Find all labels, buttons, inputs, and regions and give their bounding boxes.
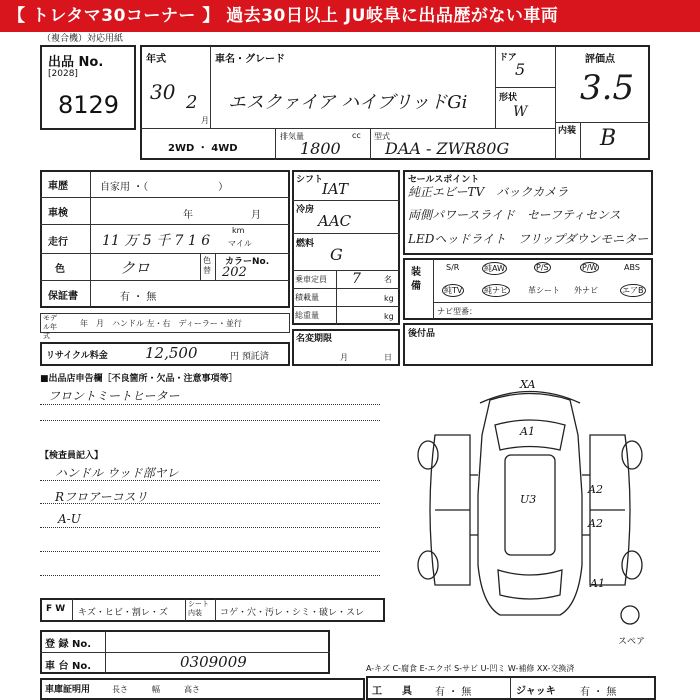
divider	[292, 306, 400, 307]
divider	[292, 270, 400, 271]
divider	[292, 288, 400, 289]
divider	[510, 677, 511, 699]
name-change-month: 月	[340, 353, 348, 362]
equip-airbag: エアB	[622, 286, 644, 295]
damage-legend: A-キズ C-腐食 E-エクボ S-サビ U-凹ミ W-補修 XX-交換済	[366, 664, 575, 673]
divider	[210, 46, 211, 128]
equip-ext-navi: 外ナビ	[574, 286, 598, 295]
inspector-line-1: ハンドル ウッド部ヤレ	[55, 466, 179, 480]
model-value: DAA - ZWR80G	[385, 139, 510, 158]
divider	[292, 233, 400, 234]
fuel-value: G	[330, 245, 343, 264]
interior-label: 内装	[558, 126, 577, 136]
banner-text: 【 トレタマ30コーナー 】 過去30日以上 JU岐阜に出品歴がない車両	[8, 6, 559, 26]
cert-dims: 長さ 幅 高さ	[112, 685, 200, 694]
inspector-line-2: Rフロアーコスリ	[55, 490, 148, 504]
shape-value: W	[513, 104, 528, 120]
rule	[40, 404, 380, 405]
equipment-label: 装備	[411, 267, 421, 292]
mileage-unit-km: km	[232, 226, 245, 235]
divider	[185, 599, 186, 621]
sales-line-2: 両側パワースライド セーフティセンス	[408, 208, 621, 222]
mileage-value: 11 万 5 千 7 1 6	[102, 233, 211, 249]
divider	[433, 302, 653, 303]
recycle-value: 12,500	[145, 344, 198, 362]
divider	[200, 253, 201, 280]
equip-sr: S/R	[446, 263, 460, 272]
banner	[0, 0, 700, 32]
load-unit: kg	[384, 294, 394, 303]
displacement-label: 排気量	[280, 132, 304, 141]
spare-tire	[621, 606, 639, 624]
load-label: 積載量	[295, 293, 319, 302]
fuel-label: 燃料	[296, 239, 315, 249]
model-label: 型式	[374, 132, 390, 141]
model-year-label: モデル年式	[43, 314, 57, 340]
lot-number: 8129	[58, 91, 120, 119]
inspection-label: 車検	[48, 208, 68, 219]
door-label: ドア	[499, 53, 517, 63]
wheel-fr	[622, 441, 642, 469]
equip-ps: P/S	[536, 263, 549, 272]
inspector-label: 【検査員記入】	[40, 451, 104, 461]
equip-abs: ABS	[624, 263, 640, 272]
door-value: 5	[515, 60, 526, 79]
color-value: クロ	[120, 259, 151, 277]
divider	[555, 46, 556, 160]
seat-options: コゲ・穴・汚レ・シミ・破レ・スレ	[220, 608, 365, 618]
inspection-month: 月	[251, 210, 261, 221]
after-parts-box	[403, 323, 653, 366]
tools-options: 有 ・ 無	[435, 687, 472, 698]
lot-sub: [2028]	[48, 69, 78, 79]
history-options: 自家用 ・（ ）	[100, 182, 229, 193]
weight-unit: kg	[384, 312, 394, 321]
shift-value: IAT	[322, 180, 348, 198]
divider	[40, 197, 290, 198]
name-label: 車名・グレード	[215, 54, 285, 65]
color-no-value: 202	[222, 265, 247, 280]
sales-line-3: LEDヘッドライト フリップダウンモニター	[408, 232, 649, 246]
divider	[336, 270, 337, 325]
tools-label: 工 具	[372, 686, 412, 697]
reg-label: 登 録 No.	[45, 639, 92, 650]
recycle-label: リサイクル料金	[46, 351, 108, 361]
rule	[40, 480, 380, 481]
rule	[40, 575, 380, 576]
history-label: 車歴	[48, 181, 68, 192]
equip-tv: 純TV	[444, 286, 463, 295]
divider	[555, 122, 650, 123]
shift-label: シフト	[296, 175, 324, 185]
name-value: エスクァイア ハイブリッドGi	[228, 92, 468, 113]
seller-label: ■出品店申告欄［不良箇所・欠品・注意事項等］	[40, 374, 238, 384]
equip-navi: 純ナビ	[484, 286, 508, 295]
mileage-label: 走行	[48, 237, 68, 248]
jack-options: 有 ・ 無	[580, 687, 617, 698]
rear-window	[498, 570, 562, 599]
seller-value: フロントミートヒーター	[48, 389, 180, 403]
wheel-rl	[418, 551, 438, 579]
divider	[215, 253, 216, 280]
aircon-value: AAC	[318, 212, 352, 230]
color-change-label: 色替	[203, 256, 211, 275]
divider	[40, 224, 290, 225]
mark-u3: U3	[520, 493, 537, 506]
score-value: 3.5	[580, 68, 635, 108]
inspection-year: 年	[183, 210, 193, 221]
divider	[433, 259, 434, 319]
cert-label: 車庫証明用	[45, 685, 91, 695]
capacity-value: 7	[352, 271, 361, 287]
rule	[40, 503, 380, 504]
name-change-label: 名変期限	[296, 334, 333, 344]
warranty-label: 保証書	[48, 291, 78, 302]
wheel-fl	[418, 441, 438, 469]
displacement-value: 1800	[300, 139, 341, 158]
model-year-row-text: 年 月 ハンドル 左・右 ディーラー・並行	[80, 319, 242, 328]
interior-value: B	[600, 126, 617, 151]
fw-label: F W	[46, 604, 66, 614]
shape-label: 形状	[499, 93, 518, 103]
jack-label: ジャッキ	[516, 686, 556, 697]
mark-a1-rear: A1	[590, 577, 605, 590]
divider	[40, 280, 290, 281]
rule	[40, 551, 380, 552]
mark-xa: XA	[520, 378, 536, 391]
mark-a2-upper: A2	[588, 483, 603, 496]
divider	[90, 171, 91, 307]
equip-leather: 革シート	[528, 286, 560, 295]
inspector-line-3: A-U	[58, 512, 81, 526]
warranty-options: 有 ・ 無	[120, 292, 157, 303]
capacity-unit: 名	[384, 275, 392, 284]
year-value: 30	[150, 80, 176, 104]
spare-label: スペア	[618, 637, 646, 647]
after-parts-label: 後付品	[408, 329, 436, 339]
mark-a1-front: A1	[520, 425, 535, 438]
drive-label: 2WD ・ 4WD	[168, 143, 238, 154]
sales-line-1: 純正エビーTV バックカメラ	[408, 185, 569, 199]
divider	[292, 200, 400, 201]
displacement-unit: cc	[352, 131, 361, 140]
divider	[370, 128, 371, 160]
lot-label: 出品 No.	[48, 55, 104, 70]
mileage-unit-mile: マイル	[228, 239, 252, 248]
aircon-label: 冷房	[296, 205, 315, 215]
sales-label: セールスポイント	[408, 175, 480, 185]
equip-aw: 純AW	[484, 264, 505, 273]
weight-label: 総重量	[295, 311, 319, 320]
chassis-label: 車 台 No.	[45, 661, 92, 672]
rule	[40, 527, 380, 528]
month-value: 2	[186, 92, 198, 113]
divider	[495, 87, 555, 88]
mark-a2-lower: A2	[588, 517, 603, 530]
color-no-label: カラーNo.	[225, 257, 270, 267]
color-label: 色	[55, 264, 65, 275]
divider	[215, 599, 216, 621]
wheel-rr	[622, 551, 642, 579]
fw-options: キズ・ヒビ・割レ・ズ	[78, 608, 168, 618]
divider	[275, 128, 276, 160]
chassis-value: 0309009	[180, 653, 247, 671]
navi-model-label: ナビ型番：	[437, 307, 477, 316]
score-label: 評価点	[585, 54, 615, 65]
equip-pw: P/W	[582, 263, 598, 272]
car-diagram	[410, 375, 650, 630]
divider	[140, 128, 555, 129]
divider	[72, 599, 73, 621]
rule	[40, 420, 380, 421]
divider	[580, 122, 581, 160]
day-label: 日	[384, 353, 392, 362]
recycle-unit: 円 預託済	[230, 352, 269, 362]
lot-box	[40, 45, 136, 130]
year-label: 年式	[146, 54, 166, 65]
capacity-label: 乗車定員	[295, 275, 327, 284]
month-suffix: 月	[201, 116, 209, 125]
paper-note: （複合機）対応用紙	[42, 34, 124, 44]
seat-label: シート内装	[188, 600, 209, 617]
